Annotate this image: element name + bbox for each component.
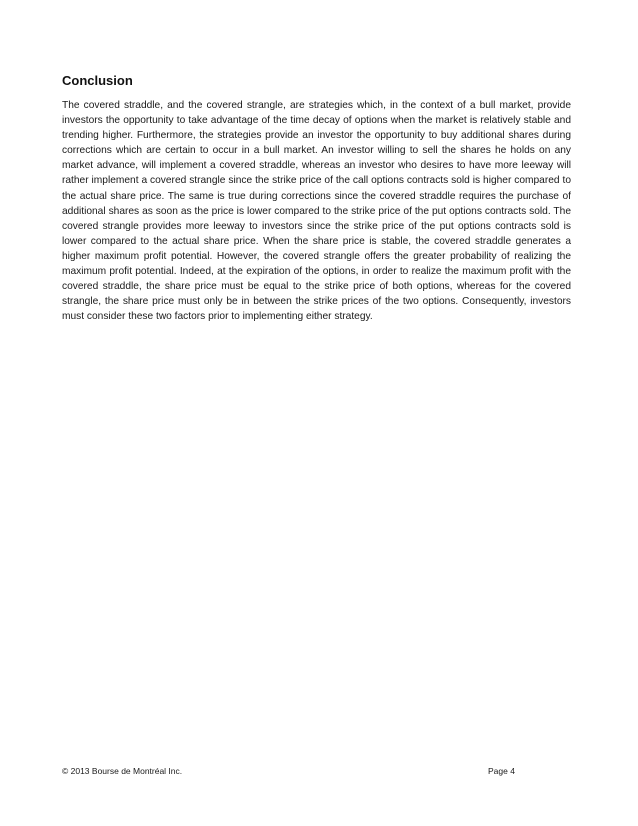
footer-page-number: Page 4 (488, 766, 515, 776)
footer-copyright: © 2013 Bourse de Montréal Inc. (62, 766, 183, 776)
conclusion-paragraph: The covered straddle, and the covered strangle, are strategies which, in the context of a bull market, provide investors the opportunity to take advantage of the time decay of options when the market is relatively stable and trending higher. Furthermore, the strategies provide an investor the opportunity to buy additional shares during corrections which are certain to occur in a bull market. An investor willing to sell the shares he holds on any market advance, will implement a covered straddle, whereas an investor who desires to have more leeway will rather implement a covered strangle since the strike price of the call options contracts sold is higher compared to the actual share price. The same is true during corrections since the covered straddle requires the purchase of additional shares as soon as the price is lower compared to the strike price of the put options contracts sold. The covered strangle provides more leeway to investors since the strike price of the put options contracts sold is lower compared to the actual share price. When the share price is stable, the covered straddle generates a higher maximum profit potential. However, the covered strangle offers the greater probability of realizing the maximum profit potential. Indeed, at the expiration of the options, in order to realize the maximum profit with the covered straddle, the share price must be equal to the strike price of both options, whereas for the covered strangle, the share price must only be in between the strike prices of the two options. Consequently, investors must consider these two factors prior to implementing either strategy. (62, 100, 571, 323)
section-heading: Conclusion (62, 73, 133, 88)
